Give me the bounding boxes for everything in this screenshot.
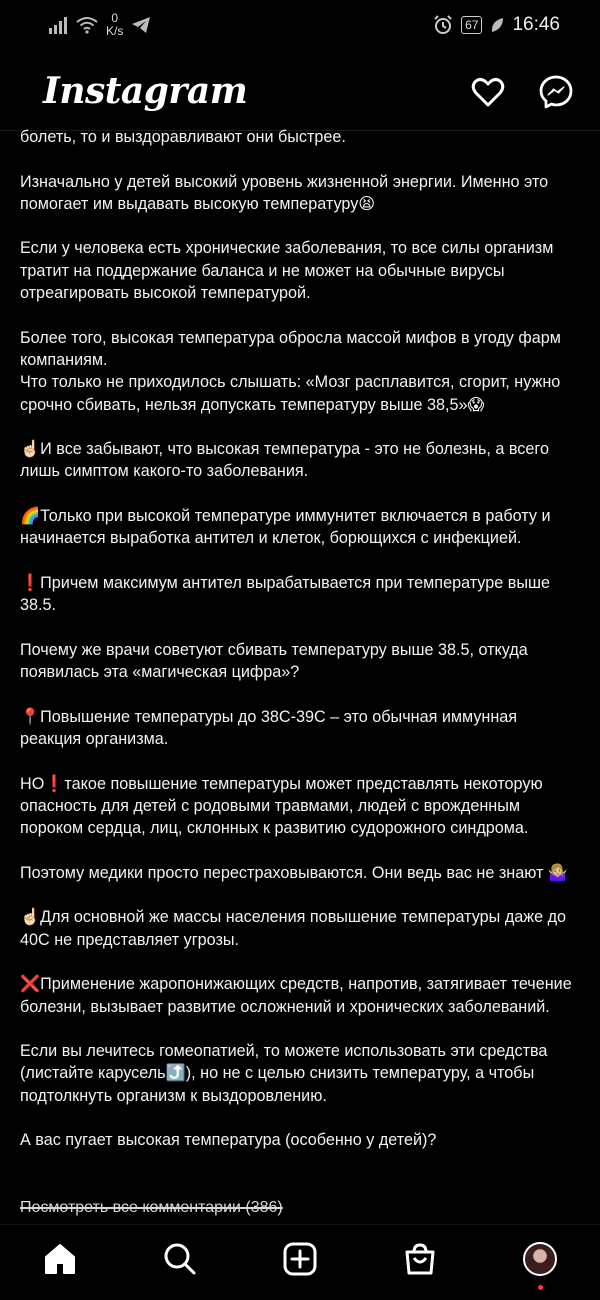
signal-icon — [48, 16, 68, 34]
instagram-logo[interactable]: Instagram — [43, 70, 248, 112]
status-bar — [0, 0, 600, 52]
nav-shop[interactable] — [400, 1239, 440, 1279]
status-left — [48, 12, 151, 38]
post-caption — [20, 126, 580, 1152]
network-speed-value: 0 — [111, 11, 119, 25]
nav-profile[interactable] — [520, 1239, 560, 1279]
wifi-icon — [76, 16, 98, 34]
alarm-icon — [433, 15, 453, 35]
network-speed-unit: K/s — [106, 24, 124, 38]
heart-icon[interactable] — [470, 74, 506, 110]
caption-paragraph: Если у человека есть хронические заболевания, то все силы организм тратит на поддержание баланса и не может на обычные вирусы отреагировать высокой температурой. — [20, 239, 554, 303]
clock: 16:46 — [512, 14, 560, 35]
status-right — [433, 14, 560, 36]
caption-paragraph: Более того, высокая температура обросла массой мифов в угоду фарм компаниям. — [20, 328, 561, 369]
battery-level: 67 — [461, 16, 482, 34]
shop-icon — [403, 1242, 437, 1276]
messenger-icon[interactable] — [538, 74, 574, 110]
home-icon — [43, 1242, 77, 1276]
caption-paragraph: ❗Причем максимум антител вырабатывается при температуре выше 38.5. — [20, 573, 550, 615]
caption-paragraph: Поэтому медики просто перестраховываются. Они ведь вас не знают 🤷🏼‍♀️ — [20, 863, 569, 882]
telegram-icon — [131, 16, 151, 34]
caption-paragraph: Если вы лечитесь гомеопатией, то можете использовать эти средства (листайте карусель⤴️), но не с целью снизить температуру, а чтобы подтолкнуть организм к выздоровлению. — [20, 1042, 548, 1105]
caption-paragraph: ☝🏻Для основной же массы населения повышение температуры даже до 40С не представляет угрозы. — [20, 908, 567, 949]
leaf-icon — [490, 17, 504, 33]
caption-paragraph: 📍Повышение температуры до 38С-39С – это обычная иммунная реакция организма. — [20, 707, 518, 749]
nav-search[interactable] — [160, 1239, 200, 1279]
caption-paragraph: Почему же врачи советуют сбивать температуру выше 38.5, откуда появилась эта «магическая цифра»? — [20, 640, 528, 682]
caption-paragraph: 🌈Только при высокой температуре иммунитет включается в работу и начинается выработка антител и клеток, борющихся с инфекцией. — [20, 507, 551, 548]
nav-create[interactable] — [280, 1239, 320, 1279]
caption-paragraph: Изначально у детей высокий уровень жизненной энергии. Именно это помогает им выдавать высокую температуру😫 — [20, 172, 549, 213]
caption-paragraph: ☝🏻И все забывают, что высокая температура - это не болезнь, а всего лишь симптом какого-то заболевания. — [20, 440, 549, 481]
caption-paragraph: НО❗такое повышение температуры может представлять некоторую опасность для детей с родовыми травмами, людей с врожденным пороком сердца, лиц, склонных к развитию судорожного синдрома. — [20, 774, 543, 838]
network-speed — [106, 12, 123, 38]
nav-home[interactable] — [40, 1239, 80, 1279]
bottom-nav — [0, 1224, 600, 1300]
caption-paragraph: Что только не приходилось слышать: «Мозг расплавится, сгорит, нужно срочно сбивать, нельзя допускать температуру выше 38,5»😱 — [20, 373, 561, 414]
app-header — [0, 52, 600, 131]
caption-paragraph: А вас пугает высокая температура (особенно у детей)? — [20, 1131, 437, 1150]
profile-avatar — [523, 1242, 557, 1276]
caption-paragraph: болеть, то и выздоравливают они быстрее. — [20, 128, 346, 146]
search-icon — [163, 1242, 197, 1276]
caption-paragraph: ❌Применение жаропонижающих средств, напротив, затягивает течение болезни, вызывает развитие осложнений и хронических заболеваний. — [20, 975, 572, 1016]
notification-dot — [538, 1285, 543, 1290]
view-all-comments-link[interactable]: Посмотреть все комментарии (386) — [20, 1199, 283, 1216]
create-icon — [283, 1242, 317, 1276]
